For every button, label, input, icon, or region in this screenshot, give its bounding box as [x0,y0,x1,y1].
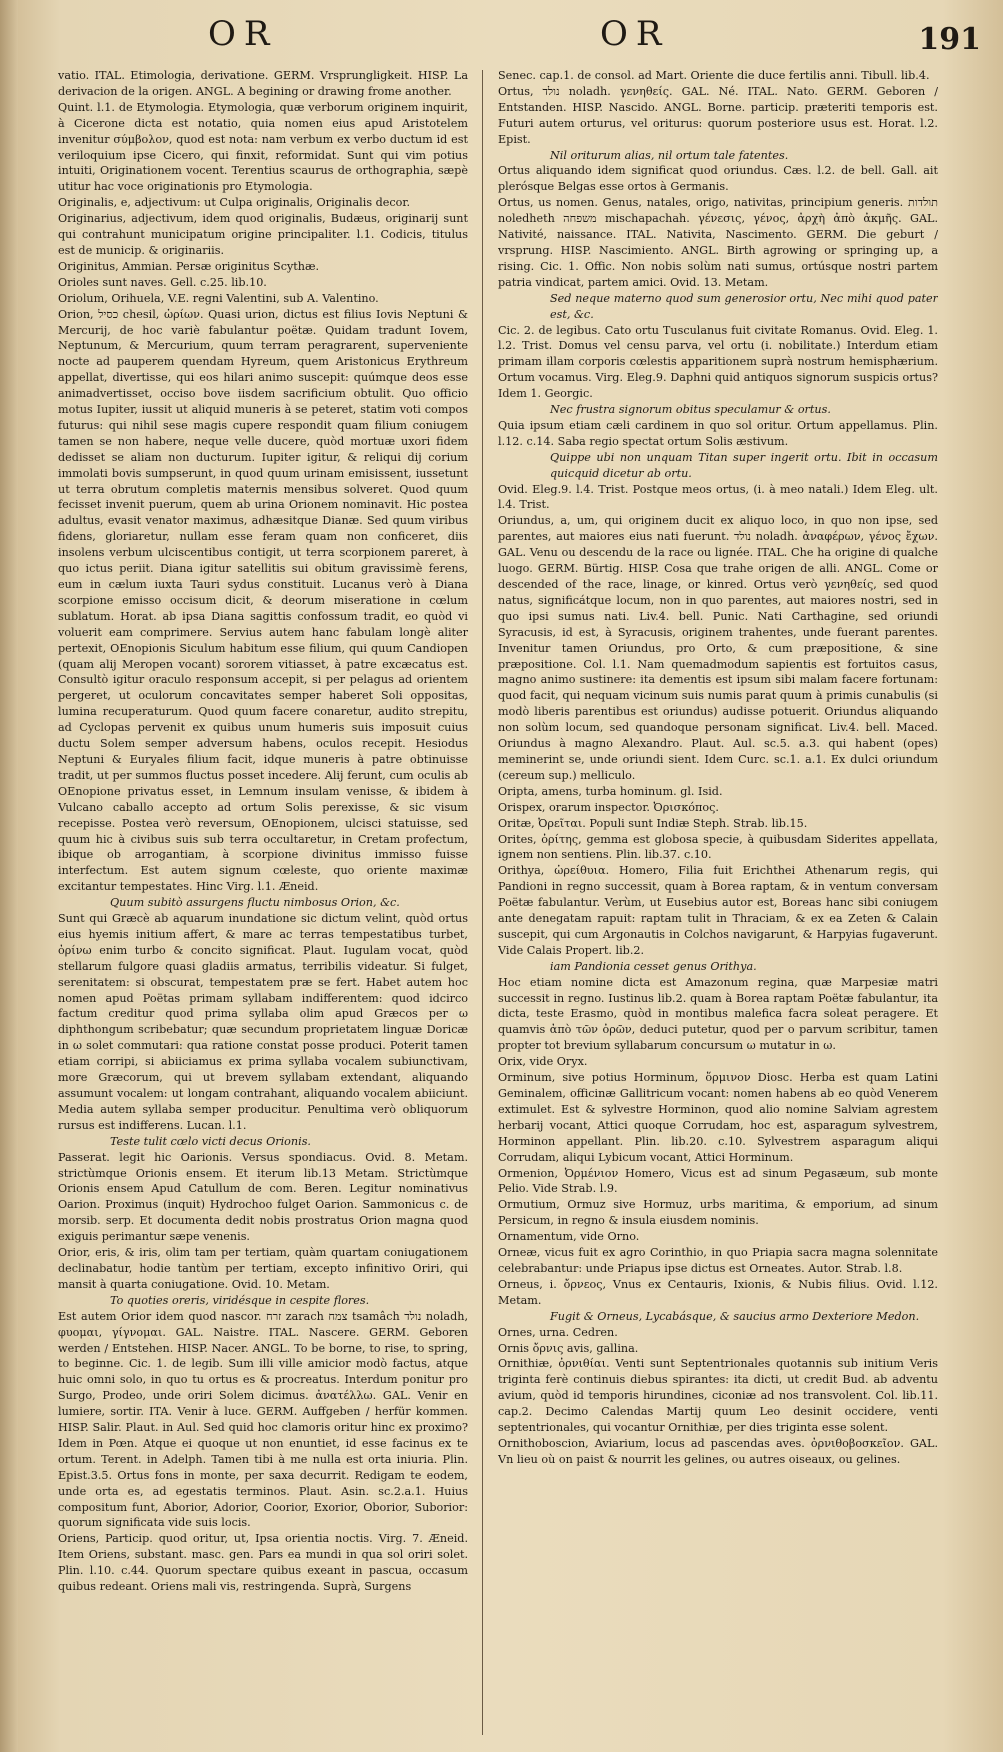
entry: Sunt qui Græcè ab aquarum inundatione sic dictum velint, quòd ortus eius hyemis initium affert, & mare ac terras tempestatibus turbet, ὀρίνω enim turbo & concito significat. Plaut. Iugulam vocat, quòd stellarum fulgore quasi gladiis armatus, terribilis videatur. Si fulget, serenitatem: si obscurat, tempestatem præ se fert. Habet autem hoc nomen apud Poëtas primam syllabam indifferentem: quod idcirco factum creditur quod prima syllaba olim apud Græcos per ω diphthongum scribebatur; quæ secundum proprietatem linguæ Doricæ in ω solet commutari: qua ratione constat posse produci. Poterit tamen etiam corripi, si abiiciamus ex prima syllaba vocalem subiunctivam, more Græcorum, qui ut brevem syllabam extendant, aliquando assumunt vocalem: ut longam contrahant, aliquando vocalem abiiciunt. Media autem syllaba semper producitur. Penultima verò obliquorum rursus est indifferens. Lucan. l.1. [58,912,468,1132]
entry: Orior, eris, & iris, olim tam per tertiam, quàm quartam coniugationem declinabatur, hodie tantùm per tertiam, excepto infinitivo Oriri, qui mansit à quarta coniugatione. Ovid. 10. Metam. [58,1246,468,1291]
entry: vatio. ITAL. Etimologia, derivatione. GERM. Vrsprungligkeit. HISP. La derivacion de la origen. ANGL. A begining or drawing frome another. [58,69,468,98]
entry: Quint. l.1. de Etymologia. Etymologia, quæ verborum originem inquirit, à Cicerone dicta est notatio, quia nomen eius apud Aristotelem invenitur σύμβολον, quod est nota: nam verbum ex verbo ductum id est veriloquium ipse Cicero, qui finxit, reformidat. Sunt qui vim potius intuiti, Originationem vocent. Terentius scaurus de orthographia, sæpè utitur hac voce originationis pro Etymologia. [58,100,468,194]
column-divider [482,70,483,1735]
entry: Orion, כסיל chesil, ὠρίων. Quasi urion, dictus est filius Iovis Neptuni & Mercurij, de hoc variè fabulantur poëtæ. Quidam tradunt Iovem, Neptunum, & Mercurium, quum terram peragrarent, superveniente nocte ad pauperem quendam Hyreum, quem Aristonicus Erythreum appellat, divertisse, qui eos hilari animo suscepit: quúmque deos esse animadvertisset, occiso bove iisdem sacrificium obtulit. Quo officio motus Iupiter, iussit ut aliquid muneris à se peteret, statim voti compos futurus: qui nihil sese magis cupere respondit quam filium coniugem tamen se non habere, neque velle ducere, quòd mortuæ uxori fidem dedisset se aliam non ducturum. Iupiter igitur, & reliqui dij corium immolati bovis sumpserunt, in quod quum urinam emisissent, iussetunt ut terra obrutum completis maternis mensibus solveret. Quod quum fecisset invenit puerum, quem ab urina Orionem nominavit. Hic postea adultus, evasit venator maximus, adhæsitque Dianæ. Sed quum viribus fidens, gloriaretur, nullam esse feram quam non conficeret, diis insolens verbum ulciscentibus contigit, ut terra scorpionem pareret, à quo ictus periit. Diana igitur satellitis sui obitum gravissimè ferens, eum in cælum iuxta Tauri sydus constituit. Lucanus verò à Diana scorpione emisso occisum dicit, & deorum miseratione in cœlum sublatum. Horat. ab ipsa Diana sagittis confossum tradit, eo quòd vi voluerit eam comprimere. Servius autem hanc fabulam longè aliter pertexit, OEnopionis Siculum habitum esse filium, qui quum Candiopen (quam alij Meropen vocant) sororem vitiasset, à patre excæcatus est. Consultò igitur oraculo responsum accepit, si per pelagus ad orientem pergeret, ut oculorum concavitates semper haberet Soli oppositas, lumina recuperaturum. Quod quum facere conaretur, audito strepitu, ad Cyclopas pervenit ex quibus unum humeris suis imposuit cuius ductu Solem semper adversum habens, oculos recepit. Hesiodus Neptuni & Euryales filium facit, idque muneris à patre obtinuisse tradit, ut per summos fluctus posset incedere. Alij ferunt, cum oculis ab OEnopione privatus esset, in Lemnum insulam venisse, & ibidem à Vulcano caballo accepto ad ortum Solis perexisse, & sic visum recepisse. Postea verò reversum, OEnopionem, ulcisci statuisse, sed quum hic à civibus suis sub terra occultaretur, in Cretam profectum, ibique ob arrogantiam, à scorpione divinitus immisso fuisse interfectum. Est autem signum cœleste, quo oriente maximæ excitantur tempestates. Hinc Virg. l.1. Æneid. [58,307,468,894]
verse-quote: Nec frustra signorum obitus speculamur & ortus. [550,403,831,417]
entry: Passerat. legit hic Oarionis. Versus spondiacus. Ovid. 8. Metam. strictùmque Orionis ensem. Et iterum lib.13 Metam. Strictùmque Orionis ensem Apud Catullum de com. Beren. Legitur nominativus Oarion. Proximus (inquit) Hydrochoo fulget Oarion. Sammonicus c. de morsib. serp. Et documenta dedit nobis prostratus Orion magna quod exiguis perimantur sæpe venenis. [58,1150,468,1244]
entry: Originalis, e, adjectivum: ut Culpa originalis, Originalis decor. [58,196,411,210]
page-gutter-shadow [0,0,18,1752]
entry: Originitus, Ammian. Persæ originitus Scythæ. [58,259,320,273]
entry: Orites, ὀρίτης, gemma est globosa specie, à quibusdam Siderites appellata, ignem non sentiens. Plin. lib.37. c.10. [498,832,938,862]
entry: Hoc etiam nomine dicta est Amazonum regina, quæ Marpesiæ matri successit in regno. Iustinus lib.2. quam à Borea raptam Poëtæ fabulantur, ita dicta, teste Erasmo, quòd in montibus malefica facra soleat peragere. Et quamvis ἀπὸ τῶν ὀρῶν, deduci putetur, quod per o parvum scribitur, tamen propter tot brevium syllabarum concursum ω mutatur in ω. [498,975,938,1053]
verse-quote: Quum subitò assurgens fluctu nimbosus Orion, &c. [110,896,400,910]
entry: Ovid. Eleg.9. l.4. Trist. Postque meos ortus, (i. à meo natali.) Idem Eleg. ult. l.4. Trist. [498,482,938,512]
header-right-word: OR [600,14,670,54]
entry: Ornes, urna. Cedren. [498,1325,618,1339]
verse-quote: Nil oriturum alias, nil ortum tale fatentes. [550,148,789,162]
entry: Ortus, נולד noladh. γενηθείς. GAL. Né. ITAL. Nato. GERM. Geboren / Entstanden. HISP. Nascido. ANGL. Borne. particip. præteriti temporis est. Futuri autem orturus, vel oriturus: quorum posteriore usus est. Horat. l.2. Epist. [498,84,938,146]
entry: Quia ipsum etiam cæli cardinem in quo sol oritur. Ortum appellamus. Plin. l.12. c.14. Saba regio spectat ortum Solis æstivum. [498,418,938,448]
entry: Oripta, amens, turba hominum. gl. Isid. [498,784,723,798]
entry: Ortus, us nomen. Genus, natales, origo, nativitas, principium generis. תולדות noledheth משפחה mischapachah. γένεσις, γένος, ἀρχὴ ἀπὸ ἀκμῆς. GAL. Nativité, naissance. ITAL. Nativita, Nascimento. GERM. Die geburt / vrsprung. HISP. Nascimiento. ANGL. Birth agrowing or springing up, a rising. Cic. 1. Offic. Non nobis solùm nati sumus, ortúsque nostri partem patria vindicat, partem amici. Ovid. 13. Metam. [498,196,938,289]
left-column [58,68,468,1743]
entry: Orminum, sive potius Horminum, ὅρμινον Diosc. Herba est quam Latini Geminalem, officinæ Gallitricum vocant: nomen habens ab eo quòd Venerem extimulet. Est & sylvestre Horminon, quod alio nomine Salviam agrestem herbarij vocant, Attici quoque Corrudam, hoc est, asparagum sylvestrem, Horminon appellant. Plin. lib.20. c.10. Sylvestrem asparagum aliqui Corrudam, aliqui Lybicum vocant, Attici Horminum. [498,1071,938,1164]
entry: Orithya, ὠρείθυια. Homero, Filia fuit Erichthei Athenarum regis, qui Pandioni in regno successit, quam à Borea raptam, & in ventum conversam Poëtæ fabulantur. Verùm, ut Eusebius autor est, Boreas hanc sibi coniugem ante denegatam rapuit: raptam tulit in Thraciam, & ex ea Zeten & Calain suscepit, qui cum Argonautis in Colchos navigarunt, & Harpyias fugaverunt. Vide Calais Propert. lib.2. [498,864,938,957]
entry: Oriens, Particip. quod oritur, ut, Ipsa orientia noctis. Virg. 7. Æneid. Item Oriens, substant. masc. gen. Pars ea mundi in qua sol oriri solet. Plin. l.10. c.44. Quorum spectare quibus exeant in pascua, occasum quibus redeant. Oriens mali vis, restringenda. Suprà, Surgens [58,1532,468,1594]
entry: Orix, vide Oryx. [498,1055,588,1069]
header-left-word: OR [208,14,278,54]
entry: Oritæ, Ὀρεῖται. Populi sunt Indiæ Steph. Strab. lib.15. [498,816,808,830]
right-column [498,68,938,1743]
verse-quote: Fugit & Orneus, Lycabásque, & saucius armo Dexteriore Medon. [550,1309,920,1323]
entry: Ornithoboscion, Aviarium, locus ad pascendas aves. ὀρνιθοβοσκεῖον. GAL. Vn lieu où on paist & nourrit les gelines, ou autres oiseaux, ou gelines. [498,1436,938,1466]
entry: Originarius, adjectivum, idem quod originalis, Budæus, originarij sunt qui contrahunt municipatum origine principaliter. l.1. Codicis, titulus est de municip. & originariis. [58,212,468,257]
entry: Ormutium, Ormuz sive Hormuz, urbs maritima, & emporium, ad sinum Persicum, in regno & insula eiusdem nominis. [498,1198,938,1228]
verse-quote: Teste tulit cœlo victi decus Orionis. [110,1134,311,1148]
entry: Orneæ, vicus fuit ex agro Corinthio, in quo Priapia sacra magna solennitate celebrabantur: unde Priapus ipse dictus est Orneates. Autor. Strab. l.8. [498,1246,938,1275]
entry: Ormenion, Ὀρμένιον Homero, Vicus est ad sinum Pegasæum, sub monte Pelio. Vide Strab. l.9. [498,1166,938,1196]
verse-quote: To quoties oreris, viridésque in cespite flores. [110,1293,370,1307]
entry: Orispex, orarum inspector. Ὀρισκόπος. [498,800,719,814]
entry: Est autem Orior idem quod nascor. זרח zarach צמח tsamâch נולד noladh, φυομαι, γίγνομαι. GAL. Naistre. ITAL. Nascere. GERM. Geboren werden / Entstehen. HISP. Nacer. ANGL. To be borne, to rise, to spring, to beginne. Cic. 1. de legib. Sum illi ville amicior modò factus, atque huic omni solo, in quo tu ortus es & procreatus. Interdum ponitur pro Surgo, Prodeo, unde oriri Solem dicimus. ἀνατέλλω. GAL. Venir en lumiere, sortir. ITA. Venir à luce. GERM. Auffgeben / herfür kommen. HISP. Salir. Plaut. in Aul. Sed quid hoc clamoris oritur hinc ex proximo? Idem in Pœn. Atque ei quoque ut non enuntiet, id esse facinus ex te ortum. Terent. in Adelph. Tamen tibi à me nulla est orta iniuria. Plin. Epist.3.5. Ortus fons in monte, per saxa decurrit. Redigam te eodem, unde orta es, ad egestatis terminos. Plaut. Asin. sc.2.a.1. Huius compositum funt, Aborior, Adorior, Coorior, Exorior, Oborior, Suborior: quorum significata vide suis locis. [58,1309,468,1530]
page-number: 191 [918,22,981,57]
verse-quote: Quippe ubi non unquam Titan super ingerit ortu. Ibit in occasum quicquid dicetur ab ortu. [550,450,938,480]
verse-quote: iam Pandionia cesset genus Orithya. [550,959,757,973]
entry: Cic. 2. de legibus. Cato ortu Tusculanus fuit civitate Romanus. Ovid. Eleg. 1. l.2. Trist. Domus vel censu parva, vel ortu (i. nobilitate.) Interdum etiam primam illam corporis cœlestis apparitionem suprà nostrum hemisphærium. Ortum vocamus. Virg. Eleg.9. Daphni quid antiquos signorum suspicis ortus? Idem 1. Georgic. [498,323,938,401]
entry: Ornis ὄρνις avis, gallina. [498,1341,639,1355]
entry: Orioles sunt naves. Gell. c.25. lib.10. [58,275,267,289]
entry: Senec. cap.1. de consol. ad Mart. Oriente die duce fertilis anni. Tibull. lib.4. [498,69,930,82]
entry: Orneus, i. ὄρνεος, Vnus ex Centauris, Ixionis, & Nubis filius. Ovid. l.12. Metam. [498,1277,938,1307]
entry: Oriolum, Orihuela, V.E. regni Valentini, sub A. Valentino. [58,291,379,305]
entry: Ortus aliquando idem significat quod oriundus. Cæs. l.2. de bell. Gall. ait plerósque Belgas esse ortos à Germanis. [498,164,938,194]
entry: Ornithiæ, ὀρνιθίαι. Venti sunt Septentrionales quotannis sub initium Veris triginta ferè continuis diebus spirantes: ita dicti, ut credit Bud. ab adventu avium, quòd id temporis hirundines, ciconiæ ad nos transvolent. Col. lib.11. cap.2. Decimo Calendas Martij quum Leo desinit occidere, venti septentrionales, qui vocantur Ornithiæ, per dies triginta esse solent. [498,1357,938,1435]
running-header [0,14,1003,64]
verse-quote: Sed neque materno quod sum generosior ortu, Nec mihi quod pater est, &c. [550,291,938,321]
entry: Oriundus, a, um, qui originem ducit ex aliquo loco, in quo non ipse, sed parentes, aut maiores eius nati fuerunt. נולד noladh. ἀναφέρων, γένος ἔχων. GAL. Venu ou descendu de la race ou lignée. ITAL. Che ha origine di qualche luogo. GERM. Bürtig. HISP. Cosa que trahe origen de alli. ANGL. Come or descended of the race, linage, or kinred. Ortus verò γενηθείς, sed quod natus, significátque locum, non in quo parentes, aut maiores nostri, sed in quo ipsi sumus nati. Liv.4. bell. Punic. Nati Carthagine, sed oriundi Syracusis, id est, à Syracusis, originem trahentes, unde fuerant parentes. Invenitur tamen Oriundus, pro Orto, & cum præpositione, & sine præpositione. Col. l.1. Nam quemadmodum sapientis est fortuitos casus, magno animo sustinere: ita dementis est ipsum sibi malam facere fortunam: quod facit, qui nequam vicinum suis numis parat quum à primis cunabulis (si modò liberis parentibus est oriundus) audisse potuerit. Oriundus aliquando non solùm locum, sed quandoque personam significat. Liv.4. bell. Maced. Oriundus à magno Alexandro. Plaut. Aul. sc.5. a.3. qui habent (opes) meminerint se, unde oriundi sient. Idem Curc. sc.1. a.1. Ex dulci oriundum (cereum sup.) melliculo. [498,514,938,782]
entry: Ornamentum, vide Orno. [498,1230,640,1244]
